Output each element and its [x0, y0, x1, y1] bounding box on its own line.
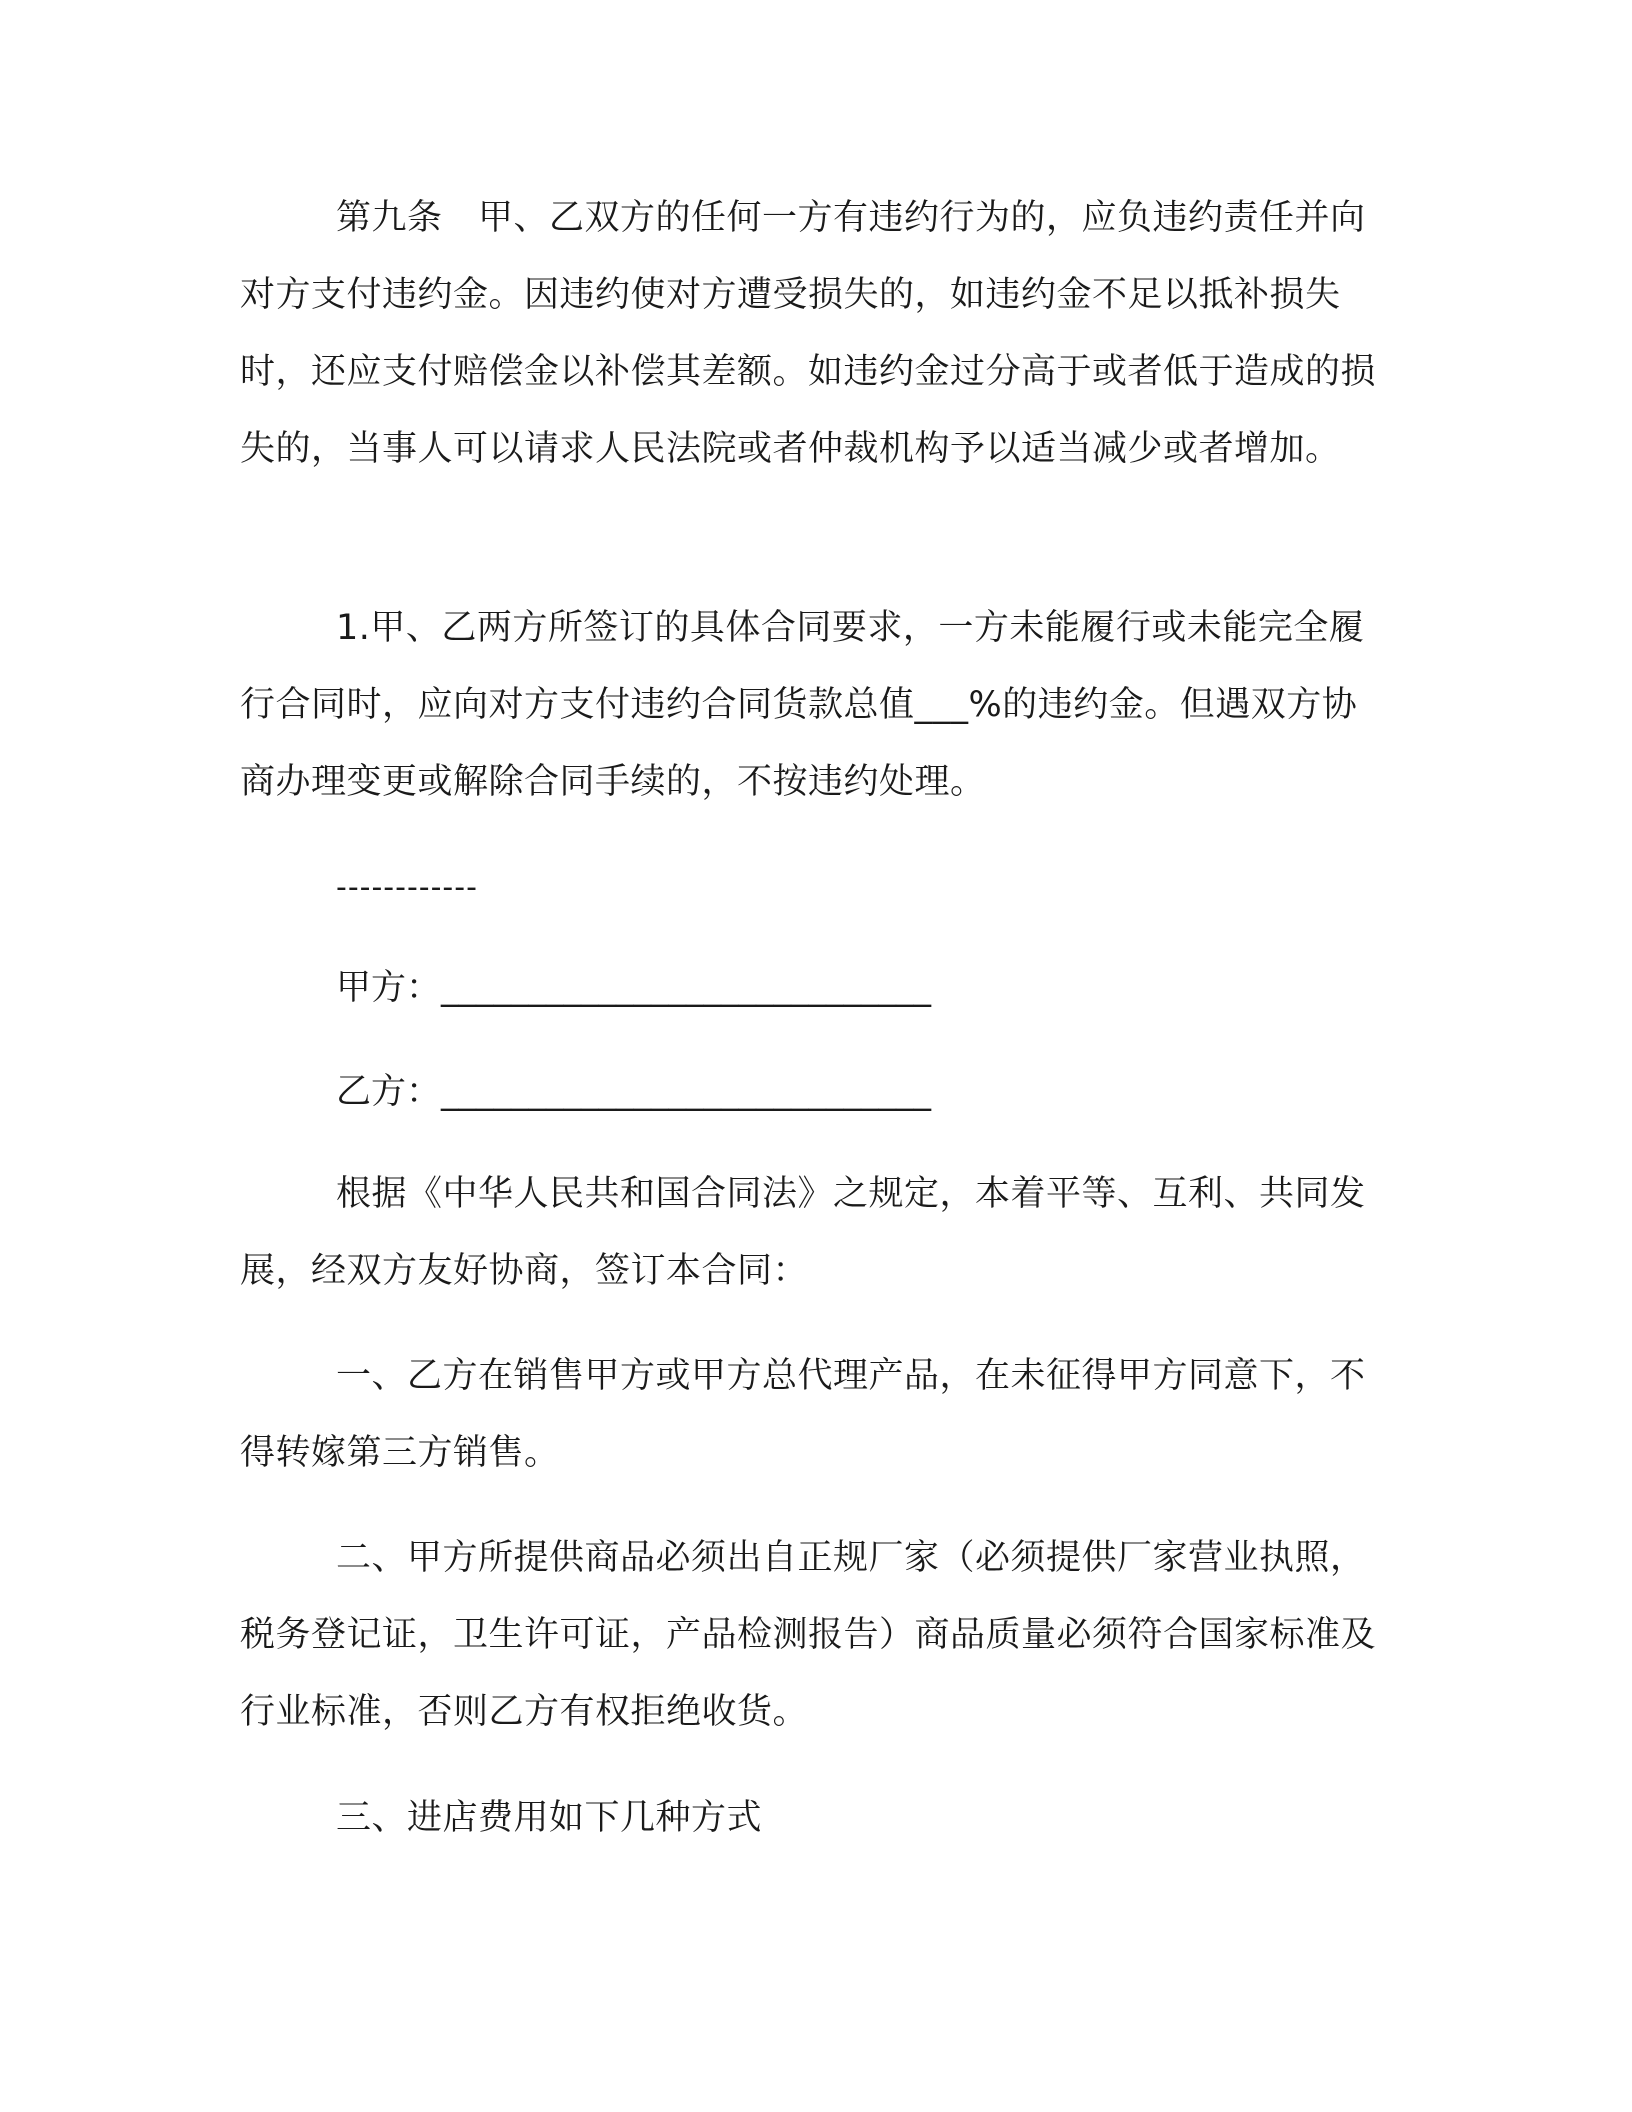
- clause-1-paragraph: 1.甲、乙两方所签订的具体合同要求，一方未能履行或未能完全履行合同时，应向对方支付违约合同货款总值___%的违约金。但遇双方协商办理变更或解除合同手续的，不按违约处理。: [240, 608, 1365, 802]
- item-1-paragraph: 一、乙方在销售甲方或甲方总代理产品，在未征得甲方同意下，不得转嫁第三方销售。: [240, 1356, 1366, 1473]
- party-b-signature-line: 乙方：____________________________: [336, 1072, 932, 1112]
- article-9-paragraph: 第九条 甲、乙双方的任何一方有违约行为的，应负违约责任并向对方支付违约金。因违约使对方遭受损失的，如违约金不足以抵补损失时，还应支付赔偿金以补偿其差额。如违约金过分高于或者低于造成的损失的，当事人可以请求人民法院或者仲裁机构予以适当减少或者增加。: [240, 198, 1377, 469]
- item-2-paragraph: 二、甲方所提供商品必须出自正规厂家（必须提供厂家营业执照，税务登记证，卫生许可证，产品检测报告）商品质量必须符合国家标准及行业标准，否则乙方有权拒绝收货。: [240, 1538, 1377, 1732]
- item-3-paragraph: 三、进店费用如下几种方式: [336, 1798, 763, 1838]
- party-a-signature-line: 甲方：____________________________: [336, 968, 932, 1008]
- preamble-paragraph: 根据《中华人民共和国合同法》之规定，本着平等、互利、共同发展，经双方友好协商，签订本合同：: [240, 1174, 1366, 1291]
- separator-line: ------------: [336, 870, 478, 905]
